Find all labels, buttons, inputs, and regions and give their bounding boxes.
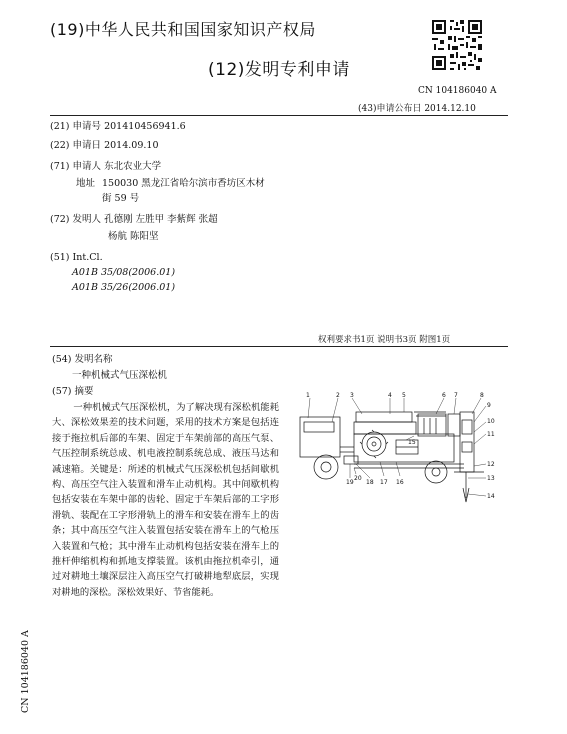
ipc-entry: A01B 35/08(2006.01) xyxy=(72,267,176,278)
inventors-line-1: 孔德刚 左胜甲 李紫辉 张超 xyxy=(104,214,218,225)
address-line-1: 150030 黑龙江省哈尔滨市香坊区木材 xyxy=(102,178,265,189)
figure-label: 2 xyxy=(336,392,340,399)
figure-label: 17 xyxy=(380,479,388,486)
document-type: (12)发明专利申请 xyxy=(208,60,350,80)
section-rule xyxy=(50,346,508,347)
figure-label: 16 xyxy=(396,479,404,486)
field-label: 发明名称 xyxy=(74,354,113,365)
machine-drawing xyxy=(296,392,508,520)
field-code: (22) xyxy=(50,140,70,151)
figure-label: 19 xyxy=(346,479,354,486)
figure-label: 8 xyxy=(480,392,484,399)
header-rule xyxy=(50,115,508,116)
abstract-text: 一种机械式气压深松机，为了解决现有深松机能耗大、深松效果差的技术问题，采用的技术方案是包括连接于拖拉机后部的车架、固定于车架前部的高压气泵、气压控制系统总成、机电液控制系统总成、液压马达和减速箱。关键是：所述的机械式气压深松机包括间歇机构、高压空气注入装置和滑车止动机构。其中间歇机构包括安装在车架中部的齿轮、固定于车架后部的工字形滑轨、装配在工字形滑轨上的滑车和安装在滑车上的齿条；其中高压空气注入装置包括安装在滑车上的气枪压入装置和气枪；其中滑车止动机构包括安装在滑车上的推杆伸缩机构和抓地支撑装置。该机由拖拉机牵引，通过对耕地土壤深层注入高压空气打破耕地犁底层，实现对耕地的深松。深松效果好、节省能耗。 xyxy=(52,402,279,598)
application-date-row xyxy=(50,139,159,153)
invention-title-heading xyxy=(52,351,113,365)
inventors-row xyxy=(50,213,218,227)
field-code: (72) xyxy=(50,214,70,225)
figure-label: 4 xyxy=(388,392,392,399)
figure-label: 1 xyxy=(306,392,310,399)
side-publication-number: CN 104186040 A xyxy=(20,630,31,713)
field-code: (71) xyxy=(50,161,70,172)
field-code: (54) xyxy=(52,354,72,365)
inventors-line-2: 杨航 陈阳坚 xyxy=(108,231,159,242)
address-line-2: 街 59 号 xyxy=(102,193,140,204)
figure-label: 15 xyxy=(408,439,416,446)
field-label: 摘要 xyxy=(74,386,94,397)
figure-label: 5 xyxy=(402,392,406,399)
int-cl-row xyxy=(50,251,103,265)
figure-label: 12 xyxy=(487,461,495,468)
figure-label: 13 xyxy=(487,475,495,482)
publication-date: (43)申请公布日 2014.12.10 xyxy=(358,104,476,114)
abstract-heading xyxy=(52,383,94,397)
application-number: 201410456941.6 xyxy=(104,121,186,132)
field-label: 申请号 xyxy=(72,121,102,132)
qr-code-icon xyxy=(432,20,482,70)
figure-label: 7 xyxy=(454,392,458,399)
figure-label: 18 xyxy=(366,479,374,486)
abstract-body xyxy=(52,400,279,600)
applicant-row xyxy=(50,160,161,174)
issuing-authority: (19)中华人民共和国国家知识产权局 xyxy=(50,20,316,39)
figure-label: 10 xyxy=(487,418,495,425)
field-code: (51) xyxy=(50,252,70,263)
invention-title: 一种机械式气压深松机 xyxy=(72,370,168,381)
field-label: 申请日 xyxy=(72,140,102,151)
figure-label: 14 xyxy=(487,493,495,500)
field-code: (21) xyxy=(50,121,70,132)
publication-number: CN 104186040 A xyxy=(418,86,497,96)
field-label: 申请人 xyxy=(72,161,102,172)
figure-label: 11 xyxy=(487,431,495,438)
figure-label: 6 xyxy=(442,392,446,399)
application-number-row xyxy=(50,120,186,134)
figure-label: 3 xyxy=(350,392,354,399)
address-label: 地址 xyxy=(76,178,96,189)
application-date: 2014.09.10 xyxy=(104,140,159,151)
figure-label: 20 xyxy=(354,475,362,482)
figure-label: 9 xyxy=(487,402,491,409)
field-label: 发明人 xyxy=(72,214,102,225)
ipc-entry: A01B 35/26(2006.01) xyxy=(72,282,176,293)
field-code: (57) xyxy=(52,386,72,397)
applicant-name: 东北农业大学 xyxy=(104,161,162,172)
page-count-info: 权利要求书1页 说明书3页 附图1页 xyxy=(318,335,451,345)
field-label: Int.Cl. xyxy=(72,252,103,263)
